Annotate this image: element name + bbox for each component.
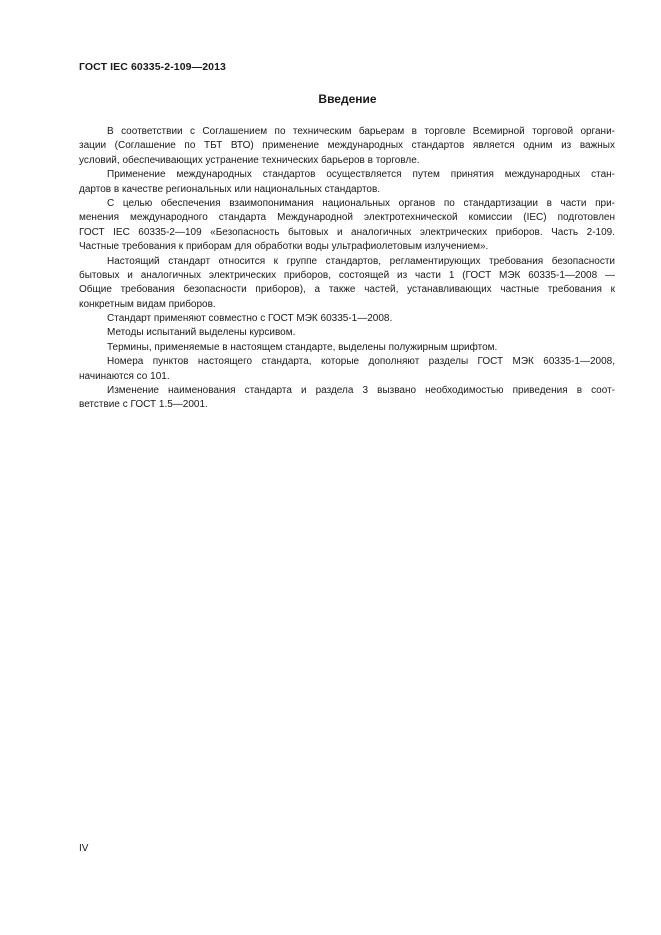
text-line: менения международного стандарта Международной электротехнической комиссии (IEC) подготовлен [79,212,615,224]
paragraph [79,168,615,197]
text-line: С целью обеспечения взаимопонимания национальных органов по стандартизации в части при- [107,197,615,209]
text-line: Методы испытаний выделены курсивом. [107,327,296,339]
text-line: Стандарт применяют совместно с ГОСТ МЭК 60335-1—2008. [107,313,393,325]
text-line: В соответствии с Соглашением по техническим барьерам в торговле Всемирной торговой органи- [107,126,615,137]
text-line: зации (Соглашение по ТБТ ВТО) применение международных стандартов является одним из важных [79,140,615,152]
paragraph [79,326,615,340]
paragraph [79,341,615,355]
section-title: Введение [318,92,377,106]
text-line: Номера пунктов настоящего стандарта, которые дополняют разделы ГОСТ МЭК 60335-1—2008, [107,356,615,368]
text-line: ветствие с ГОСТ 1.5—2001. [79,399,208,411]
paragraph [79,384,615,413]
text-line: условий, обеспечивающих устранение технических барьеров в торговле. [79,154,420,166]
paragraph [79,125,615,168]
text-line: Применение международных стандартов осуществляется путем принятия международных стан- [107,169,615,181]
document-code-header: ГОСТ IEC 60335-2-109—2013 [79,61,226,73]
paragraph [79,312,615,326]
text-line: конкретным видам приборов. [79,298,216,310]
text-line: бытовых и аналогичных электрических приборов, состоящей из части 1 (ГОСТ МЭК 60335-1—2008 — [79,269,615,281]
text-line: Частные требования к приборам для обработки воды ультрафиолетовым излучением». [79,241,489,253]
text-line: Изменение наименования стандарта и раздела 3 вызвано необходимостью приведения в соот- [107,385,615,397]
paragraph [79,355,615,384]
paragraph [79,255,615,313]
text-line: ГОСТ IEC 60335-2—109 «Безопасность бытовых и аналогичных электрических приборов. Часть 2-109. [79,226,615,238]
body-text [79,125,615,413]
text-line: дартов в качестве региональных или национальных стандартов. [79,183,381,195]
text-line: Общие требования безопасности приборов), а также частей, устанавливающих частные требования к [79,284,615,296]
text-line: начинаются со 101. [79,370,170,382]
page-number: IV [79,843,89,854]
text-line: Термины, применяемые в настоящем стандарте, выделены полужирным шрифтом. [107,341,498,353]
paragraph [79,197,615,255]
text-line: Настоящий стандарт относится к группе стандартов, регламентирующих требования безопасности [107,255,615,267]
